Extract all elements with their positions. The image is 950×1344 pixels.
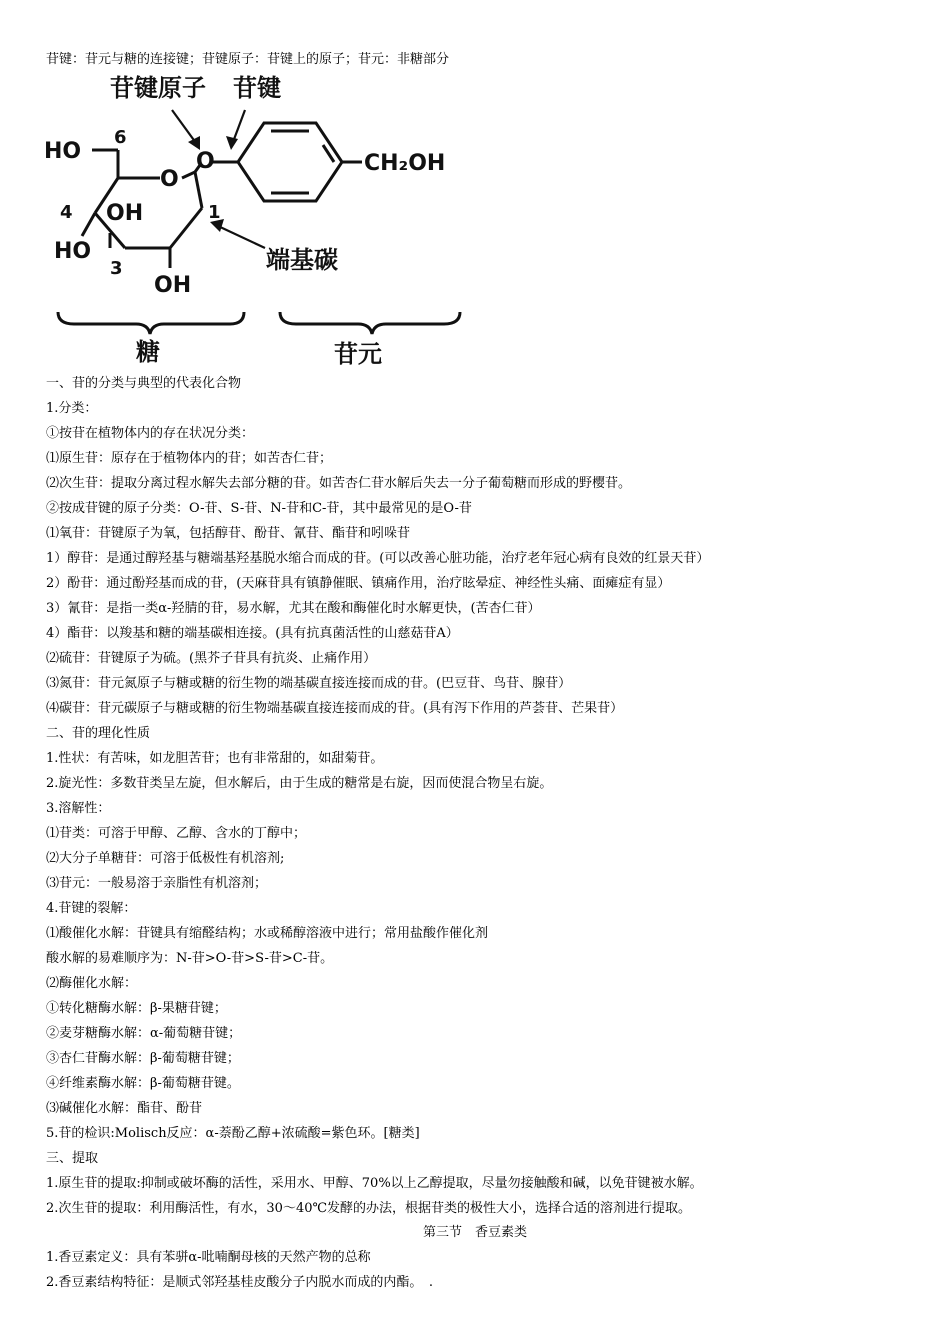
text-line: 一、苷的分类与典型的代表化合物 — [46, 376, 242, 391]
text-line: 3.溶解性： — [46, 801, 111, 816]
text-line: ①按苷在植物体内的存在状况分类： — [46, 426, 255, 441]
label-sugar: 糖 — [136, 338, 160, 366]
label-glycosidic-bond: 苷键 — [233, 74, 281, 102]
bridge-oxygen: O — [196, 149, 215, 174]
text-line: 5.苷的检识:Molisch反应：α-萘酚乙醇+浓硫酸=紫色环。[糖类] — [46, 1126, 420, 1141]
text-line: ⑶氮苷：苷元氮原子与糖或糖的衍生物的端基碳直接连接而成的苷。(巴豆苷、鸟苷、腺苷） — [46, 676, 572, 691]
text-line: ⑴苷类：可溶于甲醇、乙醇、含水的丁醇中； — [46, 826, 307, 841]
text-line: ⑴酸催化水解：苷键具有缩醛结构；水或稀醇溶液中进行；常用盐酸作催化剂 — [46, 926, 489, 941]
text-line: ⑶苷元：一般易溶于亲脂性有机溶剂； — [46, 876, 268, 891]
text-line: 1.香豆素定义：具有苯骈α-吡喃酮母核的天然产物的总称 — [46, 1250, 371, 1265]
text-line: ③杏仁苷酶水解：β-葡萄糖苷键； — [46, 1051, 240, 1066]
text-line: ⑵次生苷：提取分离过程水解失去部分糖的苷。如苦杏仁苷水解后失去一分子葡萄糖而形成的野樱苷。 — [46, 476, 632, 491]
braces — [58, 312, 460, 334]
carbon-number-1: 1 — [208, 202, 221, 223]
text-line: 酸水解的易难顺序为：N-苷>O-苷>S-苷>C-苷。 — [46, 951, 334, 966]
text-line: 二、苷的理化性质 — [46, 726, 151, 741]
text-line: 1.性状：有苦味，如龙胆苦苷；也有非常甜的，如甜菊苷。 — [46, 751, 384, 766]
glycoside-structure-diagram — [40, 68, 480, 368]
text-line: 1.原生苷的提取:抑制或破坏酶的活性，采用水、甲醇、70%以上乙醇提取，尽量勿接触酸和碱，以免苷键被水解。 — [46, 1176, 703, 1191]
text-line: ⑵酶催化水解： — [46, 976, 138, 991]
ring-oxygen: O — [160, 167, 179, 192]
carbon-number-3: 3 — [110, 258, 123, 279]
label-aglycone: 苷元 — [334, 340, 382, 368]
text-line: ⑴氧苷：苷键原子为氧，包括醇苷、酚苷、氰苷、酯苷和吲哚苷 — [46, 526, 411, 541]
text-line: 1.分类： — [46, 401, 98, 416]
group-oh-c4: OH — [106, 201, 144, 226]
text-line: ①转化糖酶水解：β-果糖苷键； — [46, 1001, 227, 1016]
carbon-number-4: 4 — [60, 202, 73, 223]
group-oh-c2: OH — [154, 273, 192, 298]
text-line: 3）氰苷：是指一类α-羟腈的苷，易水解，尤其在酸和酶催化时水解更快，(苦杏仁苷） — [46, 601, 541, 616]
text-line: ⑵大分子单糖苷：可溶于低极性有机溶剂; — [46, 851, 285, 866]
glycoside-structure-figure — [40, 68, 480, 368]
text-line: 4）酯苷：以羧基和糖的端基碳相连接。(具有抗真菌活性的山慈菇苷A） — [46, 626, 459, 641]
text-line: ⑵硫苷：苷键原子为硫。(黑芥子苷具有抗炎、止痛作用） — [46, 651, 377, 666]
group-ho-c3: HO — [54, 239, 92, 264]
text-line: 2.次生苷的提取：利用酶活性，有水，30～40℃发酵的办法，根据苷类的极性大小，选择合适的溶剂进行提取。 — [46, 1201, 692, 1216]
text-line: 2）酚苷：通过酚羟基而成的苷，(天麻苷具有镇静催眠、镇痛作用，治疗眩晕症、神经性头痛、面瘫症有显） — [46, 576, 671, 591]
text-line: ②麦芽糖酶水解：α-葡萄糖苷键； — [46, 1026, 242, 1041]
text-line: ④纤维素酶水解：β-葡萄糖苷键。 — [46, 1076, 240, 1091]
group-ch2oh: CH₂OH — [364, 151, 446, 176]
section-heading: 第三节 香豆素类 — [422, 1225, 527, 1240]
text-line: 2.香豆素结构特征：是顺式邻羟基桂皮酸分子内脱水而成的内酯。 . — [46, 1275, 434, 1290]
text-line: 2.旋光性：多数苷类呈左旋，但水解后，由于生成的糖常是右旋，因而使混合物呈右旋。 — [46, 776, 553, 791]
intro-line: 苷键：苷元与糖的连接键；苷键原子：苷键上的原子；苷元：非糖部分 — [46, 52, 450, 67]
text-line: ⑷碳苷：苷元碳原子与糖或糖的衍生物端基碳直接连接而成的苷。(具有泻下作用的芦荟苷、芒果苷） — [46, 701, 624, 716]
label-anomeric-carbon: 端基碳 — [266, 246, 338, 274]
text-line: ⑶碱催化水解：酯苷、酚苷 — [46, 1101, 203, 1116]
text-line: 三、提取 — [46, 1151, 99, 1166]
text-line: 4.苷键的裂解： — [46, 901, 137, 916]
text-line: 1）醇苷：是通过醇羟基与糖端基羟基脱水缩合而成的苷。(可以改善心脏功能，治疗老年冠心病有良效的红景天苷） — [46, 551, 710, 566]
text-line: ⑴原生苷：原存在于植物体内的苷；如苦杏仁苷； — [46, 451, 333, 466]
benzene-ring — [238, 123, 362, 201]
text-line: ②按成苷键的原子分类：O-苷、S-苷、N-苷和C-苷，其中最常见的是O-苷 — [46, 501, 472, 516]
group-ho-c6: HO — [44, 139, 82, 164]
carbon-number-6: 6 — [114, 127, 127, 148]
label-glycosidic-atom: 苷键原子 — [110, 74, 206, 102]
